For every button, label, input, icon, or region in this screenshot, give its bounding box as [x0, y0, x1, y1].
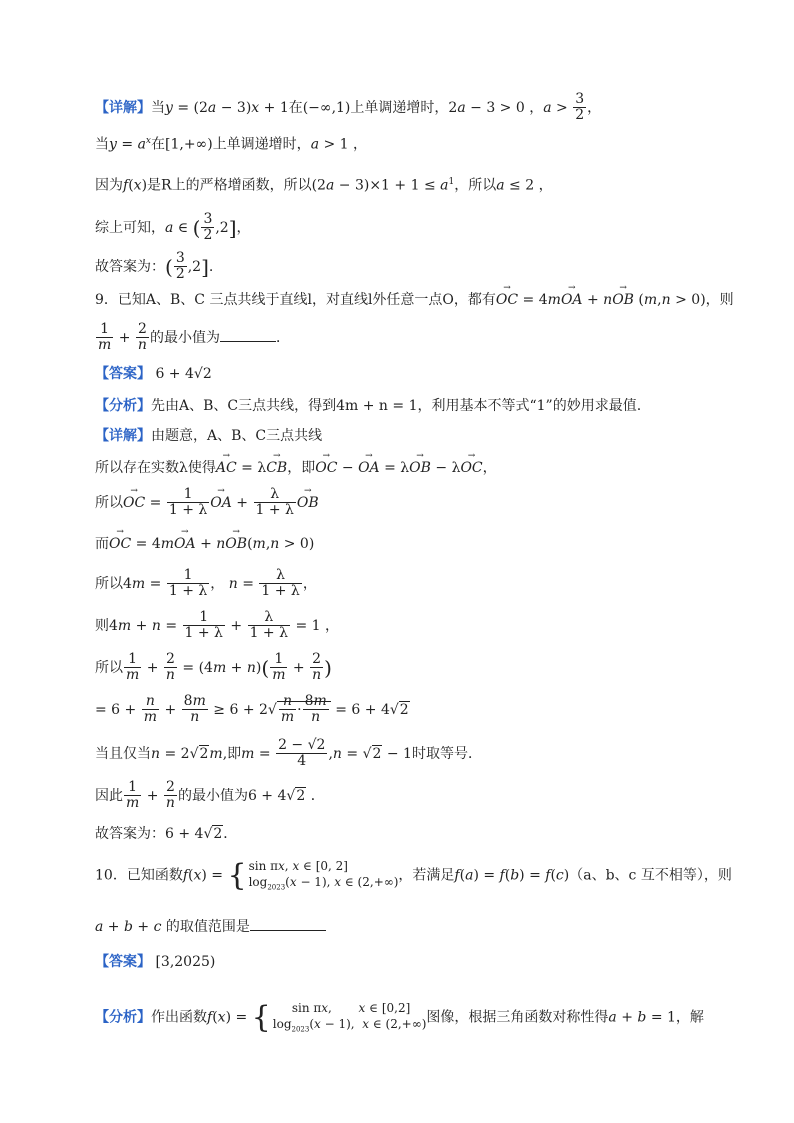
question-10-line-1: 10．已知函数f(x) = { sin πx, x ∈ [0, 2] $\log_{2023}(x - 1)$, x ∈ (2,+∞)，若满足f(a) = f(b) = f(c)（a、b、c 互不相等），则 [95, 857, 732, 893]
detail-9-line-6: 则4m + n = $\frac{1}{1 + \lambda}$ + $\frac{\lambda}{1 + \lambda}$ = 1 ， [95, 609, 339, 642]
detail-tag: 【详解】 [95, 99, 151, 116]
detail-9-line-7: 所以 $\frac{1}{m}$ + $\frac{2}{n}$ = (4m + n)( $\frac{1}{m}$ + $\frac{2}{n}$ ) [95, 651, 332, 684]
answer-blank [250, 918, 326, 931]
detail-line-3: 因为f(x)是R上的严格增函数，所以$(2a - 3)\times 1 + 1 \le a^1$，所以a ≤ 2 ， [95, 177, 553, 194]
detail-9-line-5: 所以4m = $\frac{1}{1 + \lambda}$ ， n = $\frac{\lambda}{1 + \lambda}$ ， [95, 567, 317, 600]
answer-9: 【答案】 6 + 4√2 [95, 366, 212, 382]
answer-10: 【答案】 [3,2025) [95, 954, 216, 970]
detail-line-4: 综上可知，a ∈ ( $\frac{3}{2}$ ,2]， [95, 211, 251, 244]
analysis-10: 【分析】作出函数f(x) = { sin πx, x ∈ [0,2] $\log_{2023}(x - 1)$, x ∈ (2,+∞)图像，根据三角函数对称性得a + b = 1，解 [95, 999, 704, 1035]
detail-9-line-1: 【详解】由题意，A、B、C三点共线 [95, 428, 323, 444]
detail-line-2: 当$y = a^x$在[1,+∞)上单调递增时，a > 1 ， [95, 136, 368, 153]
question-9-line-1: 9．已知A、B、C 三点共线于直线l，对直线l外任意一点O，都有→ OC = 4m→ OA + n→ OB (m,n > 0)，则 [95, 292, 734, 309]
detail-9-line-3: 所以→ OC = $\frac{1}{1 + \lambda}$ → OA + $\frac{\lambda}{1 + \lambda}$ → OB [95, 487, 319, 519]
detail-9-line-8: = 6 + $\frac{n}{m}$ + $\frac{8m}{n}$ ≥ 6 + 2√ $\frac{n}{m}$ · $\frac{8m}{n}$ = 6 + 4√2 [95, 693, 409, 726]
detail-9-line-4: 而→ OC = 4m→ OA + n→ OB(m,n > 0) [95, 536, 314, 553]
question-10-line-2: a + b + c 的取值范围是 [95, 918, 326, 936]
answer-line-8: 故答案为：( $\frac{3}{2}$ ,2]. [95, 250, 214, 283]
analysis-9: 【分析】先由A、B、C三点共线，得到4m + n = 1，利用基本不等式“1”的妙用求最值. [95, 398, 642, 414]
detail-9-line-9: 当且仅当n = 2√2m,即m = $\frac{2 - √2}{4}$ ,n = √2 − 1时取等号． [95, 737, 482, 770]
detail-9-line-10: 因此 $\frac{1}{m}$ + $\frac{2}{n}$ 的最小值为6 + 4√2 ． [95, 779, 325, 812]
answer-blank [220, 329, 276, 342]
detail-9-line-2: 所以存在实数λ使得→ AC = λ→ CB，即→ OC − → OA = λ→ OB − λ→ OC， [95, 460, 497, 477]
answer-line-9: 故答案为：6 + 4√2． [95, 826, 238, 842]
question-9-line-2: $\frac{1}{m}$ + $\frac{2}{n}$ 的最小值为 ． [98, 321, 290, 354]
detail-line-1: 【详解】当y = (2a − 3)x + 1在(−∞,1)上单调递增时，2a − 3 > 0 ，a > $\frac{3}{2}$ ， [95, 91, 602, 124]
